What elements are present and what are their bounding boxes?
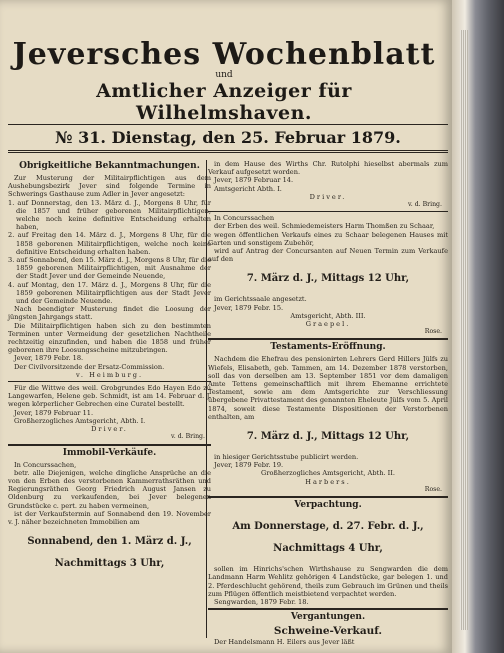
text-paragraph: im Gerichtssaale angesetzt. (214, 295, 307, 304)
clerk-signature: v. d. Bring. (408, 201, 442, 209)
auction-date: Sonnabend, den 1. März d. J., (27, 536, 192, 548)
office-line: Großherzogliches Amtsgericht, Abth. II. (261, 469, 395, 478)
text-paragraph: wird auf Antrag der Concursanten auf Neuen Termin zum Verkaufe auf den (208, 247, 448, 264)
dateline: Jever, 1879 Februar 11. (14, 408, 94, 417)
heading-testament: Testaments-Eröffnung. (270, 342, 386, 353)
dateline: Jever, 1879 Febr. 18. (14, 354, 84, 363)
term-date: 7. März d. J., Mittags 12 Uhr, (246, 431, 410, 443)
clerk-signature: Rose. (424, 328, 442, 336)
office-line: Amtsgericht, Abth. III. (290, 311, 366, 320)
text-paragraph: ist der Verkaufstermin auf Sonnabend den 19. November v. J. näher bezeichneten Immobilien am (8, 509, 211, 526)
masthead-und: und (215, 70, 233, 80)
list-item: 3. auf Sonnabend, den 15. März d. J., Morgens 8 Uhr, für die 1859 geborenen Militairpflichtigen, mit Ausnahme der der Stadt Jever und der Gemeinde Neuende, (8, 256, 211, 281)
office-line: Großherzogliches Amtsgericht, Abth. I. (14, 416, 146, 425)
text-paragraph: Zur Musterung der Militairpflichtigen aus dem Aushebungsbezirk Jever sind folgende Termine in Schwerings Gasthause zum Adler in Jever angesetzt: (8, 174, 211, 199)
separator (208, 608, 448, 610)
dateline: Jever, 1879 Febr. 15. (214, 303, 284, 312)
separator (8, 381, 211, 382)
text-paragraph: Für die Wittwe des weil. Grobgrundes Edo Hayen Edo zu Langewarfen, Helene geb. Schmidt, ist am 14. Februar d. J. wegen körperlicher Gebrechen eine Curatel bestellt. (8, 384, 211, 409)
heading-obrigkeitliche: Obrigkeitliche Bekanntmachungen. (19, 161, 200, 171)
rule-bottom (8, 150, 448, 153)
dateline: Jever, 1879 Febr. 19. (214, 461, 284, 470)
heading-verpachtung: Verpachtung. (294, 500, 362, 511)
page-edges (460, 30, 468, 630)
right-column (208, 160, 448, 646)
text-paragraph: Die Militairpflichtigen haben sich zu den bestimmten Terminen unter Vermeidung der gesetzlichen Nachtheile rechtzeitig einzufinden, und haben die 1858 und früher geborenen ihre Loosungsscheine mitzubringen. (8, 321, 211, 355)
text-paragraph: betr. alle Diejenigen, welche dingliche Ansprüche an die von den Erben des verstorbenen Kammerrathsräthen und Regierungsräthen Georg Friedrich August Jansen zu Oldenburg zu verkaufenden, bei Jever belegenen Grundstücke c. pert. zu haben vermeinen, (8, 468, 211, 510)
office-line: Amtsgericht Abth. I. (214, 184, 282, 193)
term-date: 7. März d. J., Mittags 12 Uhr, (246, 273, 410, 285)
text-paragraph: Nachdem die Ehefrau des pensionirten Lehrers Gerd Hillers Jülfs zu Wiefels, Elisabeth, geb. Tammen, am 14. Dezember 1878 verstorben, soll das von derselben am 13. September 1851 vor dem damaligen Amte Tettens gemeinschaftlich mit ihrem Ehemanne errichtete Testament, sowie am dem Amtsgerichte zur Verschliessung übergebene Privattestament des genannten Eheleute Jülfs vom 5. April 1874, soweit diese Testamente Dispositionen der Verstorbenen enthalten, am (208, 355, 448, 421)
text-paragraph: sollen im Hinrichs'schen Wirthshause zu Sengwarden die dem Landmann Harm Wehlitz gehörigen 4 Landstücke, gar belegen 1. und 2. Pferdeschlucht gehörend, theils zum Gebrauch im Grünen und theils zum Pflügen öffentlich meistbietend verpachtet werden. (208, 565, 448, 598)
text-paragraph: In Concurssachen, (14, 460, 77, 469)
masthead-title: Jeversches Wochenblatt (12, 37, 436, 72)
masthead-subtitle: Amtlicher Anzeiger für Wilhelmshaven. (96, 80, 352, 124)
text-paragraph: der Erben des weil. Schmiedemeisters Harm Thomßen zu Schaar, (214, 222, 435, 231)
signature: v. Heimburg. (75, 370, 144, 379)
issue-line: № 31. Dienstag, den 25. Februar 1879. (55, 128, 401, 147)
text-paragraph: in hiesiger Gerichtsstube publicirt werden. (214, 453, 359, 462)
clerk-signature: v. d. Bring. (171, 433, 205, 441)
separator (208, 496, 448, 498)
text-paragraph: Nach beendigter Musterung findet die Loosung der jüngsten Jahrgangs statt. (8, 305, 211, 322)
separator (8, 444, 211, 446)
auction-time: Nachmittags 3 Uhr, (54, 558, 165, 570)
text-paragraph: wegen öffentlichen Verkaufs eines zu Schaar belegenen Hauses mit Garten und sonstigem Zubehör, (208, 230, 448, 247)
signature: Graepel. (305, 320, 351, 329)
list-item: 2. auf Freitag den 14. März d. J., Morgens 8 Uhr, für die 1858 geborenen Militairpflichtigen, welche noch keine definitive Entscheidung erhalten haben. (8, 231, 211, 256)
dateline: Sengwarden, 1879 Febr. 18. (214, 597, 309, 606)
list-item: 4. auf Montag, den 17. März d. J., Morgens 8 Uhr, für die 1859 geborenen Militairpflichtigen aus der Stadt Jever und der Gemeinde Neuende. (8, 280, 211, 306)
signature: Driver. (91, 425, 128, 434)
office-line: Der Civilvorsitzende der Ersatz-Commission. (14, 362, 165, 371)
rule-top (8, 124, 448, 125)
masthead (6, 6, 442, 124)
lease-time: Nachmittags 4 Uhr, (273, 543, 383, 555)
clerk-signature: Rose. (424, 485, 442, 493)
signature: Driver. (309, 192, 347, 201)
separator (208, 338, 448, 340)
text-paragraph: In Concurssachen (214, 214, 275, 223)
heading-schweine: Schweine-Verkauf. (273, 625, 383, 638)
dateline: Jever, 1879 Februar 14. (214, 176, 294, 185)
signature: Harbers. (305, 477, 351, 486)
heading-immobil: Immobil-Verkäufe. (62, 447, 157, 458)
separator (208, 211, 448, 212)
left-column (8, 160, 211, 580)
text-paragraph: Der Handelsmann H. Eilers aus Jever läßt (214, 638, 355, 647)
heading-vergantungen: Vergantungen. (290, 612, 366, 623)
list-item: 1. auf Donnerstag, den 13. März d. J., Morgens 8 Uhr, für die 1857 und früher geborenen Militairpflichtigen, welche noch keine definitive Entscheidung erhalten haben, (8, 198, 211, 232)
text-paragraph: in dem Hause des Wirths Chr. Rutolphi hieselbst abermals zum Verkauf aufgesetzt worden. (208, 160, 448, 177)
lease-date: Am Donnerstage, d. 27. Febr. d. J., (232, 521, 424, 533)
